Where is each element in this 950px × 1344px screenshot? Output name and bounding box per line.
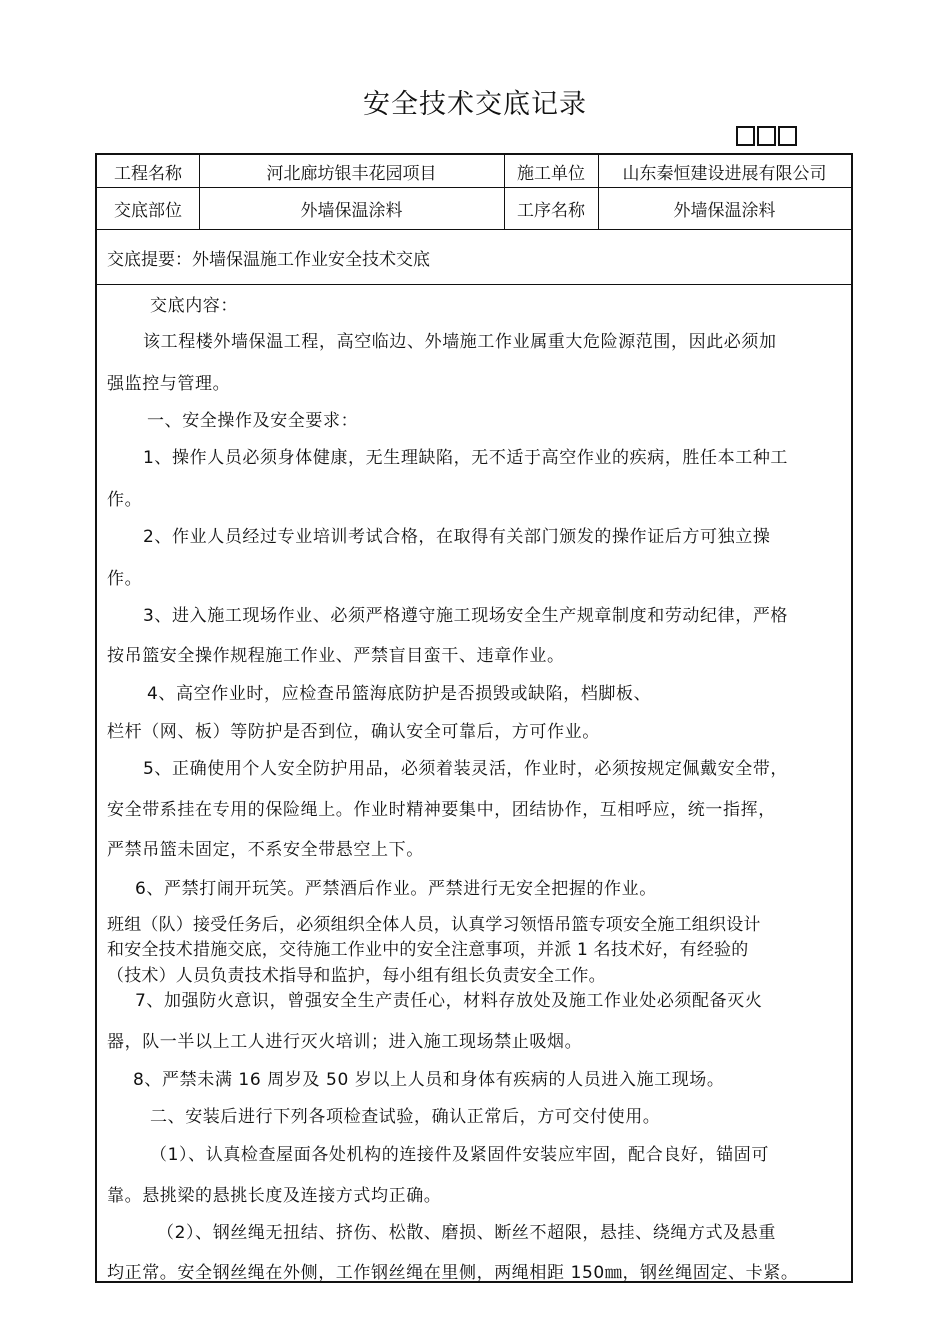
content-line: 二、安装后进行下列各项检查试验，确认正常后，方可交付使用。 xyxy=(150,1107,661,1127)
document-title: 安全技术交底记录 xyxy=(363,89,587,120)
content-line: 班组（队）接受任务后，必须组织全体人员，认真学习领悟吊篮专项安全施工组织设计 xyxy=(107,915,761,935)
content-line: （技术）人员负责技术指导和监护，每小组有组长负责安全工作。 xyxy=(107,966,606,986)
record-table xyxy=(95,153,853,1283)
construction-unit-value: 山东秦恒建设进展有限公司 xyxy=(622,163,827,184)
project-name-label: 工程名称 xyxy=(114,163,182,184)
content-line: 按吊篮安全操作规程施工作业、严禁盲目蛮干、违章作业。 xyxy=(107,646,565,666)
content-line: 作。 xyxy=(107,490,143,510)
project-name-value: 河北廊坊银丰花园项目 xyxy=(266,163,437,184)
content-line: 7、加强防火意识，曾强安全生产责任心，材料存放处及施工作业处必须配备灭火 xyxy=(135,991,763,1011)
content-line: 靠。悬挑梁的悬挑长度及连接方式均正确。 xyxy=(107,1186,442,1206)
construction-unit-label: 施工单位 xyxy=(517,163,585,184)
process-label: 工序名称 xyxy=(517,200,585,221)
content-line: 均正常。安全钢丝绳在外侧，工作钢丝绳在里侧，两绳相距 150㎜，钢丝绳固定、卡紧。 xyxy=(107,1263,799,1283)
row-divider-3 xyxy=(97,284,851,285)
doc-number-box-2 xyxy=(757,126,776,146)
content-line: 安全带系挂在专用的保险绳上。作业时精神要集中，团结协作，互相呼应，统一指挥， xyxy=(107,800,776,820)
content-line: 作。 xyxy=(107,569,143,589)
content-line: 一、安全操作及安全要求： xyxy=(147,411,359,431)
content-line: 交底内容： xyxy=(150,296,238,316)
content-line: 3、进入施工现场作业、必须严格遵守施工现场安全生产规章制度和劳动纪律，严格 xyxy=(143,606,789,626)
row-divider-2 xyxy=(97,229,851,230)
doc-number-box-1 xyxy=(736,126,755,146)
content-line: 8、严禁未满 16 周岁及 50 岁以上人员和身体有疾病的人员进入施工现场。 xyxy=(133,1070,725,1090)
content-line: 6、严禁打闹开玩笑。严禁酒后作业。严禁进行无安全把握的作业。 xyxy=(135,879,657,899)
content-line: （1）、认真检查屋面各处机构的连接件及紧固件安装应牢固，配合良好，锚固可 xyxy=(150,1145,769,1165)
content-line: 该工程楼外墙保温工程，高空临边、外墙施工作业属重大危险源范围，因此必须加 xyxy=(143,332,777,352)
process-value: 外墙保温涂料 xyxy=(673,200,776,221)
summary-text: 交底提要：外墙保温施工作业安全技术交底 xyxy=(107,250,430,270)
content-line: 器，队一半以上工人进行灭火培训；进入施工现场禁止吸烟。 xyxy=(107,1032,583,1052)
content-line: 和安全技术措施交底，交待施工作业中的安全注意事项，并派 1 名技术好，有经验的 xyxy=(107,940,749,960)
content-line: 4、高空作业时，应检查吊篮海底防护是否损毁或缺陷，档脚板、 xyxy=(147,684,652,704)
content-line: （2）、钢丝绳无扭结、挤伤、松散、磨损、断丝不超限，悬挂、绕绳方式及悬重 xyxy=(157,1223,776,1243)
content-line: 强监控与管理。 xyxy=(107,374,231,394)
content-line: 2、作业人员经过专业培训考试合格，在取得有关部门颁发的操作证后方可独立操 xyxy=(143,527,771,547)
content-line: 1、操作人员必须身体健康，无生理缺陷，无不适于高空作业的疾病，胜任本工种工 xyxy=(143,448,789,468)
content-line: 栏杆（网、板）等防护是否到位，确认安全可靠后，方可作业。 xyxy=(107,722,600,742)
location-label: 交底部位 xyxy=(114,200,182,221)
location-value: 外墙保温涂料 xyxy=(300,200,403,221)
document-number xyxy=(736,126,797,146)
content-line: 5、正确使用个人安全防护用品，必须着装灵活，作业时，必须按规定佩戴安全带， xyxy=(143,759,789,779)
doc-number-box-3 xyxy=(778,126,797,146)
content-line: 严禁吊篮未固定，不系安全带悬空上下。 xyxy=(107,840,424,860)
